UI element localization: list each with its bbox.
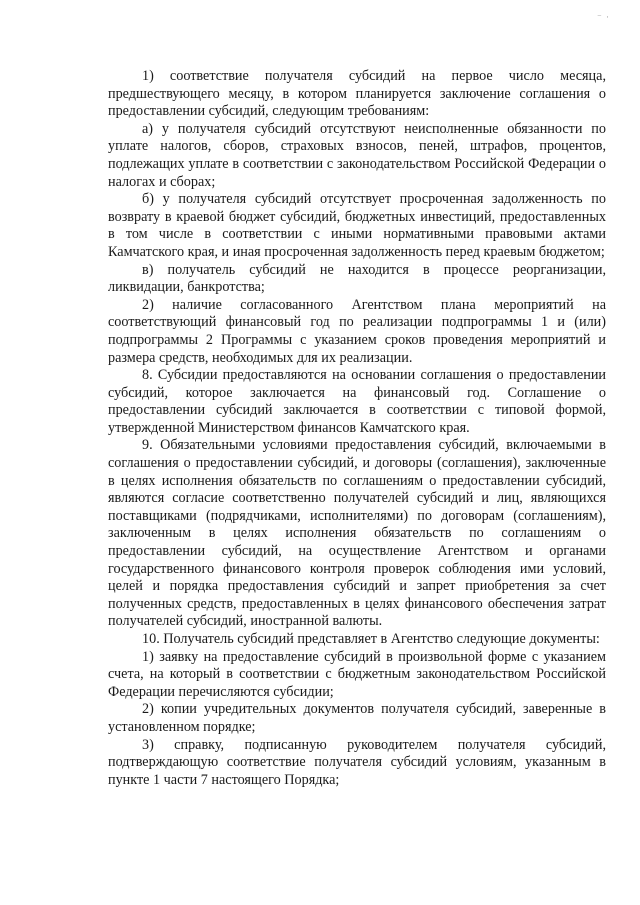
paragraph-clause-8: 8. Субсидии предоставляются на основании соглашения о предоставлении субсидий, которое заключается на финансовый год. Соглашение о предоставлении субсидий заключается в соответствии с типовой формой, утвержденной Министерством финансов Камчатского края. xyxy=(108,367,606,436)
paragraph-1a: а) у получателя субсидий отсутствуют неисполненные обязанности по уплате налогов, сборов, страховых взносов, пеней, штрафов, процентов, подлежащих уплате в соответствии с законодательством Российской Федерации о налогах и сборах; xyxy=(108,120,606,190)
paragraph-10-item-1: 1) заявку на предоставление субсидий в произвольной форме с указанием счета, на который в соответствии с бюджетным законодательством Российской Федерации перечисляются субсидии; xyxy=(108,648,606,700)
paragraph-1: 1) соответствие получателя субсидий на первое число месяца, предшествующего месяцу, в котором планируется заключение соглашения о предоставлении субсидий, следующим требованиям: xyxy=(108,68,606,120)
paragraph-clause-10: 10. Получатель субсидий представляет в Агентство следующие документы: xyxy=(142,631,600,647)
paragraph-clause-9: 9. Обязательными условиями предоставления субсидий, включаемыми в соглашения о предоставлении субсидий, и договоры (соглашения), заключенные в целях исполнения обязательств по соглашениям о предоставлении субсидий, являются согласие соответственно получателей субсидий и лиц, являющихся поставщиками (подрядчиками, исполнителями) по договорам (соглашениям), заключенным в целях исполнения обязательств по соглашениям о предоставлении субсидий, на осуществление Агентством и органами государственного финансового контроля проверок соблюдения ими условий, целей и порядка предоставления субсидий и запрет приобретения за счет полученных средств, предоставленных в целях финансового обеспечения затрат получателей субсидий, иностранной валюты. xyxy=(108,437,606,630)
paragraph-1b: б) у получателя субсидий отсутствует просроченная задолженность по возврату в краевой бюджет субсидий, бюджетных инвестиций, предоставленных в том числе в соответствии с иными нормативными правовыми актами Камчатского края, и иная просроченная задолженность перед краевым бюджетом; xyxy=(108,191,606,260)
document-body xyxy=(108,68,606,789)
paragraph-2: 2) наличие согласованного Агентством плана мероприятий на соответствующий финансовый год по реализации подпрограммы 1 и (или) подпрограммы 2 Программы с указанием сроков проведения мероприятий и размера средств, необходимых для их реализации. xyxy=(108,296,606,366)
page-corner-mark: ⁻ · xyxy=(597,12,610,22)
paragraph-1c: в) получатель субсидий не находится в процессе реорганизации, ликвидации, банкротства; xyxy=(108,261,606,296)
paragraph-10-item-3: 3) справку, подписанную руководителем получателя субсидий, подтверждающую соответствие получателя субсидий условиям, указанным в пункте 1 части 7 настоящего Порядка; xyxy=(108,736,606,788)
paragraph-10-item-2: 2) копии учредительных документов получателя субсидий, заверенные в установленном порядке; xyxy=(108,701,606,735)
